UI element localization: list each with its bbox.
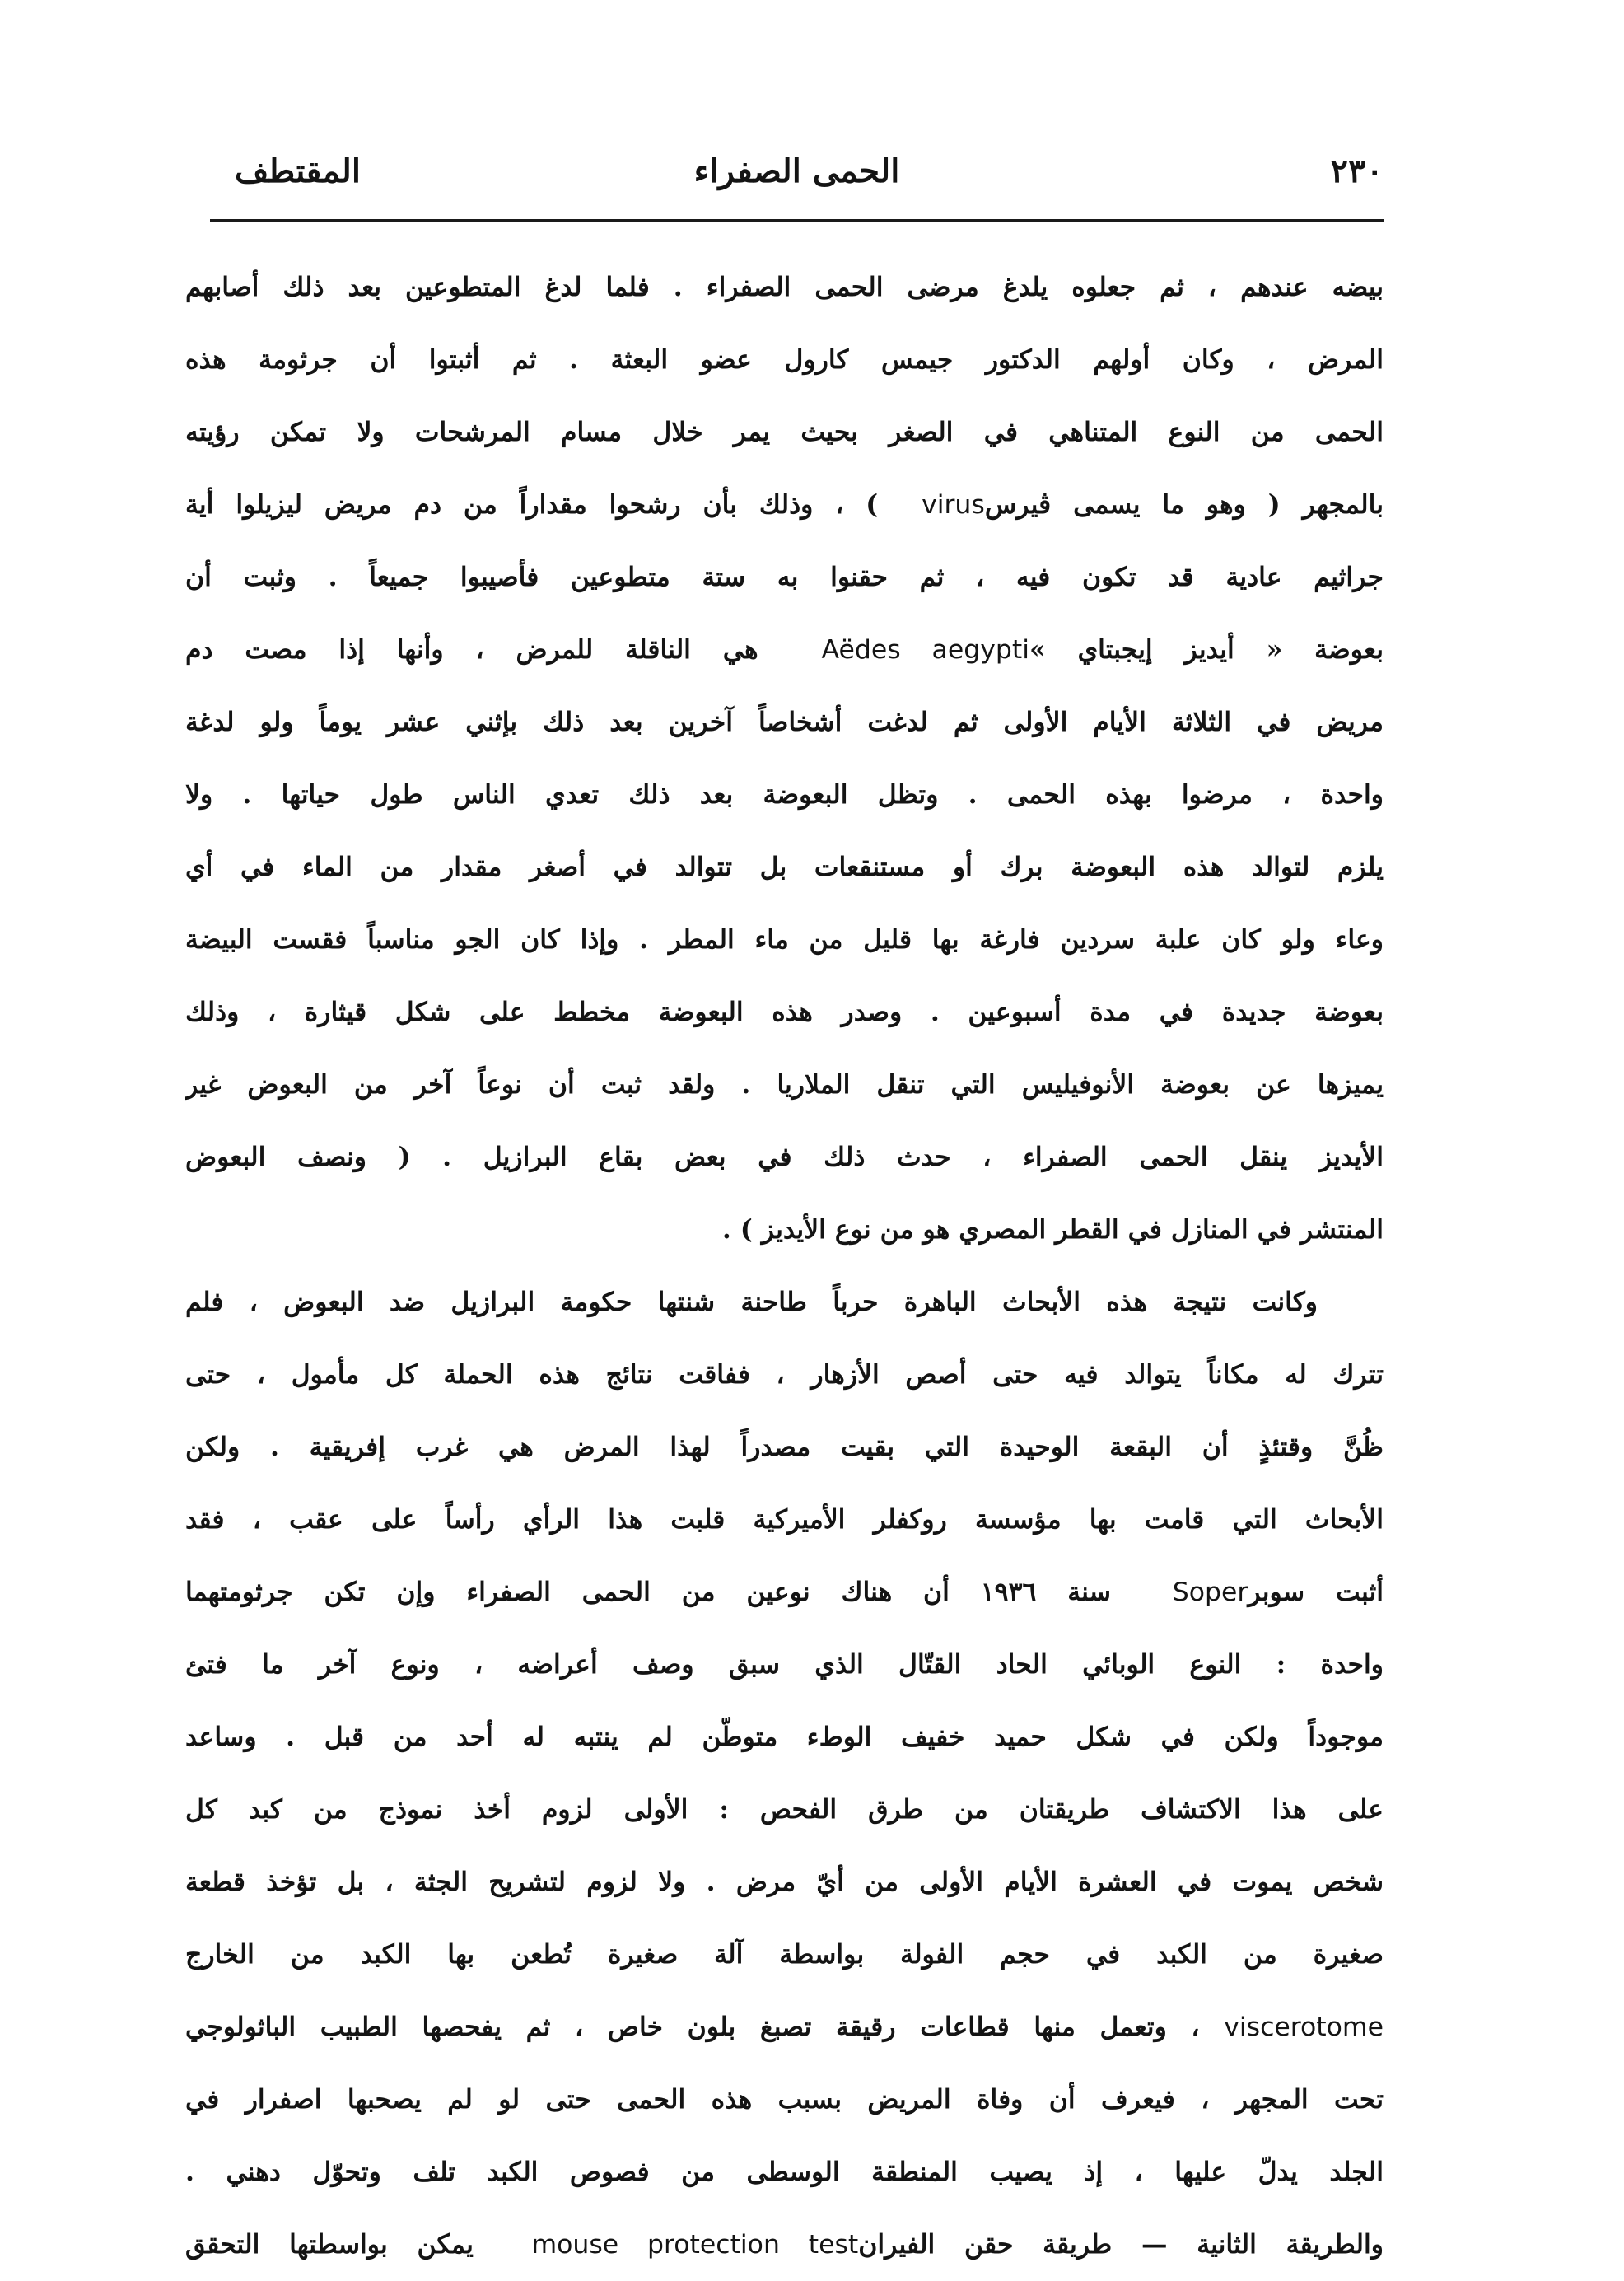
text-line: بعوضة جديدة في مدة أسبوعين . وصدر هذه البعوضة مخطط على شكل قيثارة ، وذلك	[185, 997, 1384, 1027]
text-line: الجلد يدلّ عليها ، إذ يصيب المنطقة الوسطى من فصوص الكبد تلف وتحوّل دهني .	[185, 2157, 1384, 2187]
text-line: وعاء ولو كان علبة سردين فارغة بها قليل من ماء المطر . وإذا كان الجو مناسباً فقست البيضة	[185, 924, 1384, 955]
text-line: واحدة : النوع الوبائي الحاد القتّال الذي سبق وصف أعراضه ، ونوع آخر ما فتئ	[185, 1649, 1384, 1680]
text-line: المنتشر في المنازل في القطر المصري هو من نوع الأيديز ) .	[721, 1214, 1384, 1245]
running-title: الحمى الصفراء	[693, 152, 900, 190]
text-line: المرض ، وكان أولهم الدكتور جيمس كارول عضو البعثة . ثم أثبتوا أن جرثومة هذه	[185, 344, 1384, 375]
text-line: الأبحاث التي قامت بها مؤسسة روكفلر الأميركية قلبت هذا الرأي رأساً على عقب ، فقد	[185, 1504, 1384, 1535]
page-number: ٢٣٠	[1330, 152, 1384, 190]
text-line: بعوضة « أيديز إيجبتاي » Aëdes aegypti هي الناقلة للمرض ، وأنها إذا مصت دم	[185, 634, 1384, 665]
text-line: تترك له مكاناً يتوالد فيه حتى أصص الأزهار ، ففاقت نتائج هذه الحملة كل مأمول ، حتى	[185, 1359, 1384, 1390]
text-line: يميزها عن بعوضة الأنوفيليس التي تنقل الملاريا . ولقد ثبت أن نوعاً آخر من البعوض غير	[185, 1069, 1384, 1100]
latin-term: Soper	[1141, 1578, 1248, 1607]
text-line: تحت المجهر ، فيعرف أن وفاة المريض بسبب هذه الحمى حتى لو لم يصحبها اصفرار في	[185, 2084, 1384, 2115]
text-line: بيضه عندهم ، ثم جعلوه يلدغ مرضى الحمى الصفراء . فلما لدغ المتطوعين بعد ذلك أصابهم	[185, 272, 1384, 302]
text-line: بالمجهر ( وهو ما يسمى ڤيرس virus ) ، وذلك بأن رشحوا مقداراً من دم مريض ليزيلوا أية	[185, 489, 1384, 520]
text-line: viscerotome ، وتعمل منها قطاعات رقيقة تصبغ بلون خاص ، ثم يفحصها الطبيب الباثولوجي	[185, 2012, 1384, 2042]
text-line: الأيديز ينقل الحمى الصفراء ، حدث ذلك في بعض بقاع البرازيل . ( ونصف البعوض	[185, 1142, 1384, 1172]
text-line: أثبت سوبر Soper سنة ١٩٣٦ أن هناك نوعين من الحمى الصفراء وإن تكن جرثومتهما	[185, 1577, 1384, 1607]
text-line: ظُنَّ وقتئذٍ أن البقعة الوحيدة التي بقيت مصدراً لهذا المرض هي غرب إفريقية . ولكن	[185, 1432, 1384, 1462]
text-line: مريض في الثلاثة الأيام الأولى ثم لدغت أشخاصاً آخرين بعد ذلك بإثني عشر يوماً ولو لدغة	[185, 707, 1384, 737]
text-line: شخص يموت في العشرة الأيام الأولى من أيّ مرض . ولا لزوم لتشريح الجثة ، بل تؤخذ قطعة	[185, 1867, 1384, 1897]
text-line: واحدة ، مرضوا بهذه الحمى . وتظل البعوضة بعد ذلك تعدي الناس طول حياتها . ولا	[185, 779, 1384, 810]
latin-term: viscerotome	[1224, 2012, 1384, 2042]
text-line: يلزم لتوالد هذه البعوضة برك أو مستنقعات بل تتوالد في أصغر مقدار من الماء في أي	[185, 852, 1384, 882]
header-rule	[210, 219, 1384, 222]
running-header	[210, 147, 1384, 204]
text-line: صغيرة من الكبد في حجم الفولة بواسطة آلة صغيرة تُطعن بها الكبد من الخارج	[185, 1939, 1384, 1970]
latin-term: Aëdes aegypti	[790, 635, 1029, 665]
text-line: على هذا الاكتشاف طريقتان من طرق الفحص : الأولى لزوم أخذ نموذج من كبد كل	[185, 1794, 1384, 1825]
latin-term: mouse protection test	[502, 2230, 859, 2260]
text-line: وكانت نتيجة هذه الأبحاث الباهرة حرباً طاحنة شنتها حكومة البرازيل ضد البعوض ، فلم	[185, 1287, 1318, 1317]
text-line: الحمى من النوع المتناهي في الصغر بحيث يمر خلال مسام المرشحات ولا تمكن رؤيته	[185, 417, 1384, 447]
text-line: موجوداً ولكن في شكل حميد خفيف الوطء متوطّن لم ينتبه له أحد من قبل . وساعد	[185, 1722, 1384, 1752]
text-line: والطريقة الثانية — طريقة حقن الفيران mouse protection test يمكن بواسطتها التحقق	[185, 2229, 1384, 2260]
latin-term: virus	[900, 490, 985, 520]
body-text	[185, 251, 1384, 2281]
text-line: جراثيم عادية قد تكون فيه ، ثم حقنوا به ستة متطوعين فأصيبوا جميعاً . وثبت أن	[185, 562, 1384, 592]
journal-name: المقتطف	[235, 152, 361, 190]
